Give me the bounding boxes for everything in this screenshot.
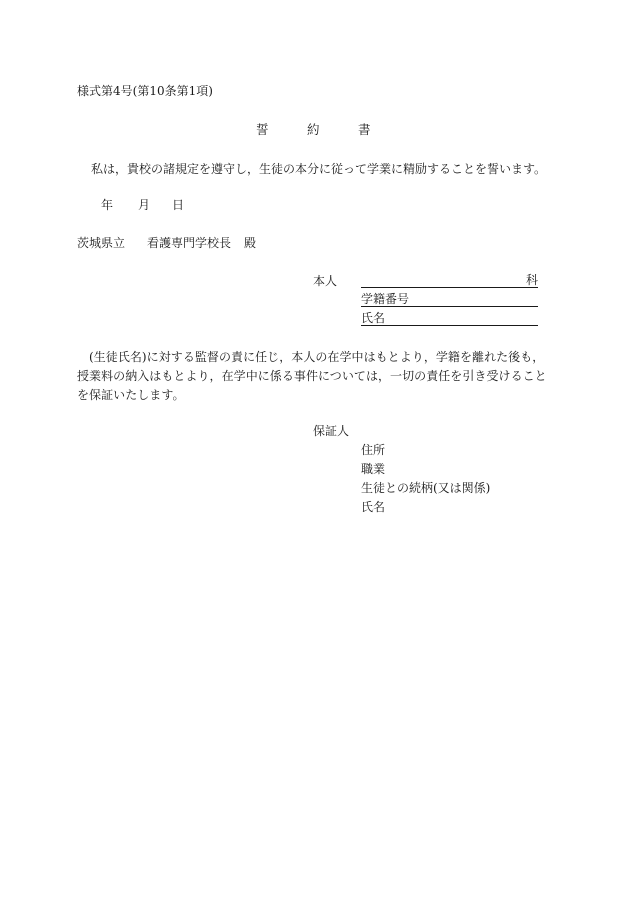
document-title-char-1: 誓 [256, 122, 269, 137]
document-title-char-3: 書 [358, 122, 371, 137]
addressee-honorific: 殿 [244, 236, 257, 250]
addressee-prefecture: 茨城県立 [77, 236, 126, 250]
date-day-label: 日 [172, 198, 185, 212]
pledge-statement: 私は，貴校の諸規定を遵守し，生徒の本分に従って学業に精励することを誓います。 [91, 162, 547, 176]
date-year-label: 年 [101, 198, 114, 212]
guarantor-address-label: 住所 [361, 443, 386, 457]
guarantor-name-label: 氏名 [361, 500, 386, 514]
date-month-label: 月 [138, 198, 151, 212]
form-number: 様式第4号(第10条第1項) [77, 84, 213, 98]
addressee-school: 看護専門学校長 [147, 236, 232, 250]
department-field[interactable] [361, 273, 538, 288]
student-name-label: 氏名 [361, 311, 386, 325]
document-title-char-2: 約 [307, 122, 320, 137]
guarantor-relation-label: 生徒との続柄(又は関係) [361, 481, 491, 495]
guarantor-label: 保証人 [313, 424, 350, 438]
guarantee-statement: (生徒氏名)に対する監督の責に任じ，本人の在学中はもとより，学籍を離れた後も，授業料の納入はもとより，在学中に係る事件については，一切の責任を引き受けることを保証いたします。 [77, 350, 547, 402]
student-id-field[interactable] [361, 292, 538, 307]
student-name-field[interactable] [361, 311, 538, 326]
self-label: 本人 [313, 274, 338, 288]
guarantor-occupation-label: 職業 [361, 462, 386, 476]
department-suffix: 科 [525, 273, 538, 287]
student-id-label: 学籍番号 [361, 292, 410, 306]
